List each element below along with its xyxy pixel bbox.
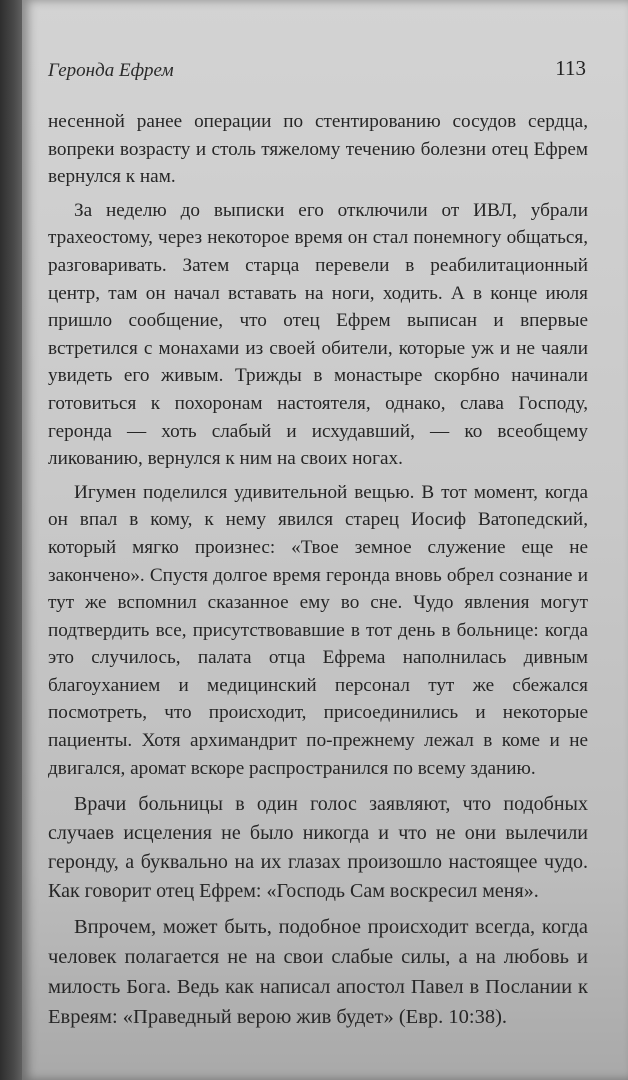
paragraph-5: Впрочем, может быть, подобное происходит всегда, когда человек полагается не на свои слабые силы, а на любовь и милость Бога. Ведь как написал апостол Павел в Послании к Евреям: «Праведный верою жив будет» (Евр. 10:38). <box>48 916 588 1029</box>
paragraph-4: Врачи больницы в один голос заявляют, что подобных случаев исцеления не было никогда и что не они вылечили геронду, а буквально на их глазах произошло настоящее чудо. Как говорит отец Ефрем: «Господь Сам воскресил меня». <box>48 793 588 903</box>
book-page <box>22 0 628 1080</box>
page-number: 113 <box>555 56 586 80</box>
paragraph-2: За неделю до выписки его отключили от ИВЛ, убрали трахеостому, через некоторое время он стал понемногу общаться, разговаривать. Затем старца перевели в реабилитационный центр, там он начал вставать на ноги, ходить. А в конце июля пришло сообщение, что отец Ефрем выписан и впервые встретился с монахами из своей обители, которые уж и не чаяли увидеть его живым. Трижды в монастыре скорбно начинали готовиться к похоронам настоятеля, однако, слава Господу, геронда — хоть слабый и исхудавший, — ко всеобщему ликованию, вернулся к ним на своих ногах. <box>48 199 588 470</box>
paragraph-1: несенной ранее операции по стентированию сосудов сердца, вопреки возрасту и столь тяжелому течению болезни отец Ефрем вернулся к нам. <box>48 111 588 188</box>
body-text <box>48 108 588 1038</box>
page-header <box>48 56 586 86</box>
running-head: Геронда Ефрем <box>48 60 174 81</box>
paragraph-3: Игумен поделился удивительной вещью. В тот момент, когда он впал в кому, к нему явился старец Иосиф Ватопедский, который мягко произнес: «Твое земное служение еще не закончено». Спустя долгое время геронда вновь обрел сознание и тут же вспомнил сказанное ему во сне. Чудо явления могут подтвердить все, присутствовавшие в тот день в больнице: когда это случилось, палата отца Ефрема наполнилась дивным благоуханием и медицинский персонал тут же сбежался посмотреть, что происходит, присоединились и некоторые пациенты. Хотя архимандрит по-прежнему лежал в коме и не двигался, аромат вскоре распространился по всему зданию. <box>48 481 588 779</box>
